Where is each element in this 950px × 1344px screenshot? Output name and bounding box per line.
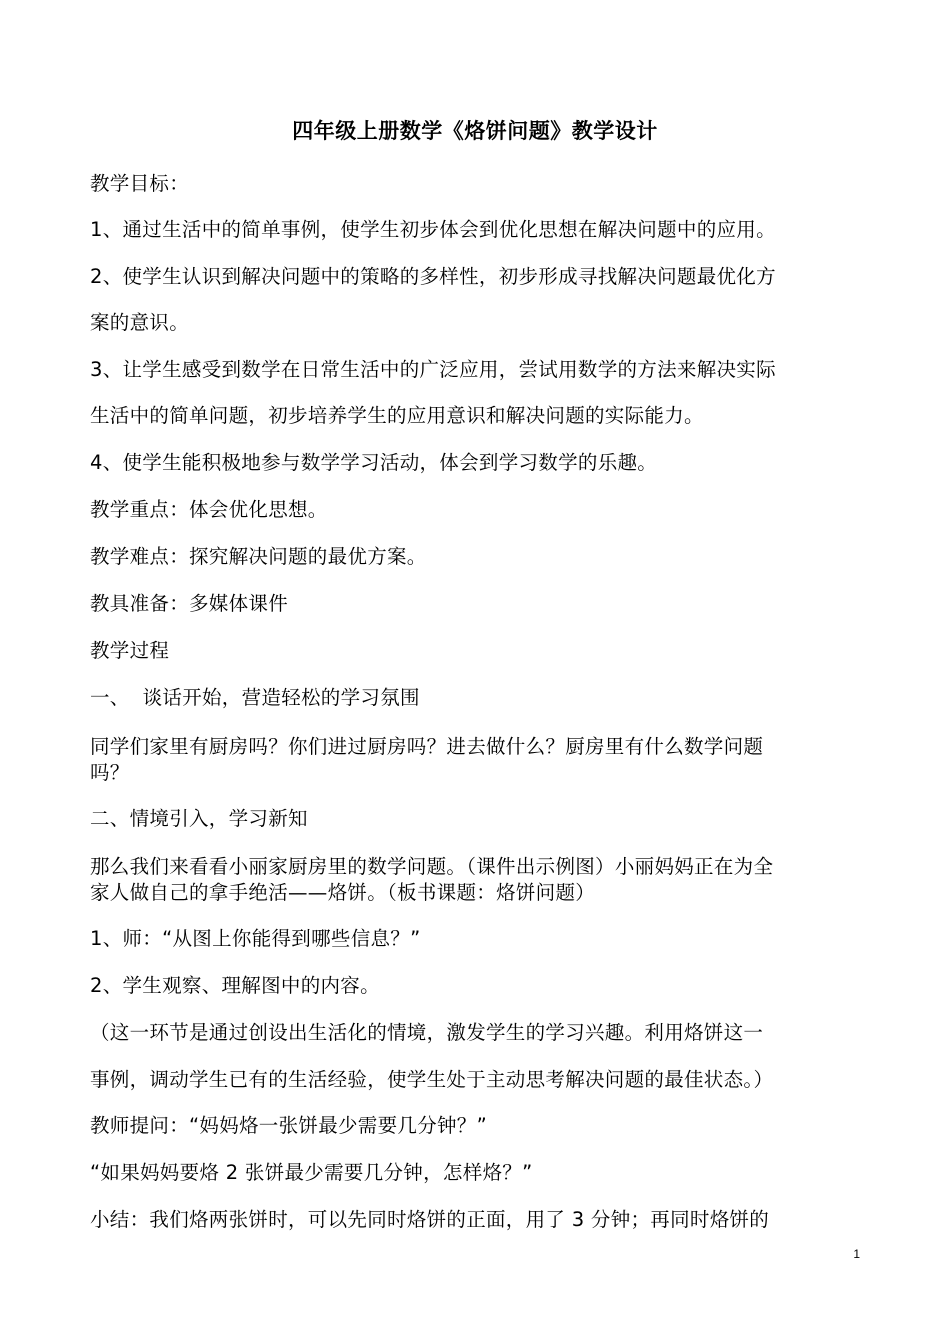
paragraph-line: 教学难点：探究解决问题的最优方案。 [90, 545, 427, 568]
paragraph-line: 教学目标： [90, 172, 190, 195]
paragraph-line: （这一环节是通过创设出生活化的情境，激发学生的学习兴趣。利用烙饼这一 [90, 1021, 764, 1044]
paragraph-line: 3、让学生感受到数学在日常生活中的广泛应用，尝试用数学的方法来解决实际 [90, 358, 776, 381]
paragraph-line: 1、通过生活中的简单事例，使学生初步体会到优化思想在解决问题中的应用。 [90, 218, 776, 241]
paragraph-line: 教具准备：多媒体课件 [90, 592, 289, 615]
paragraph-line: “如果妈妈要烙 2 张饼最少需要几分钟，怎样烙？” [90, 1161, 533, 1184]
paragraph-line: 家人做自己的拿手绝活——烙饼。（板书课题：烙饼问题） [90, 881, 596, 904]
paragraph-line: 那么我们来看看小丽家厨房里的数学问题。（课件出示例图）小丽妈妈正在为全 [90, 855, 774, 878]
paragraph-line: 教学重点：体会优化思想。 [90, 498, 328, 521]
paragraph-line: 教师提问：“妈妈烙一张饼最少需要几分钟？” [90, 1114, 488, 1137]
paragraph-line: 事例，调动学生已有的生活经验，使学生处于主动思考解决问题的最佳状态。） [90, 1068, 774, 1091]
paragraph-line: 2、学生观察、理解图中的内容。 [90, 974, 380, 997]
paragraph-line: 4、使学生能积极地参与数学学习活动，体会到学习数学的乐趣。 [90, 451, 658, 474]
paragraph-line: 1、师：“从图上你能得到哪些信息？” [90, 927, 421, 950]
paragraph-line: 2、使学生认识到解决问题中的策略的多样性，初步形成寻找解决问题最优化方 [90, 265, 776, 288]
section-heading-1: 一、 谈话开始，营造轻松的学习氛围 [90, 686, 420, 709]
paragraph-line: 小结：我们烙两张饼时，可以先同时烙饼的正面，用了 3 分钟；再同时烙饼的 [90, 1208, 770, 1231]
document-title: 四年级上册数学《烙饼问题》教学设计 [292, 119, 658, 143]
paragraph-line: 生活中的简单问题，初步培养学生的应用意识和解决问题的实际能力。 [90, 404, 704, 427]
paragraph-line: 案的意识。 [90, 311, 190, 334]
section-heading-2: 二、情境引入，学习新知 [90, 807, 308, 830]
page-number: 1 [853, 1247, 860, 1261]
paragraph-line: 吗？ [90, 761, 130, 784]
paragraph-line: 教学过程 [90, 639, 170, 662]
paragraph-line: 同学们家里有厨房吗？你们进过厨房吗？进去做什么？厨房里有什么数学问题 [90, 735, 764, 758]
